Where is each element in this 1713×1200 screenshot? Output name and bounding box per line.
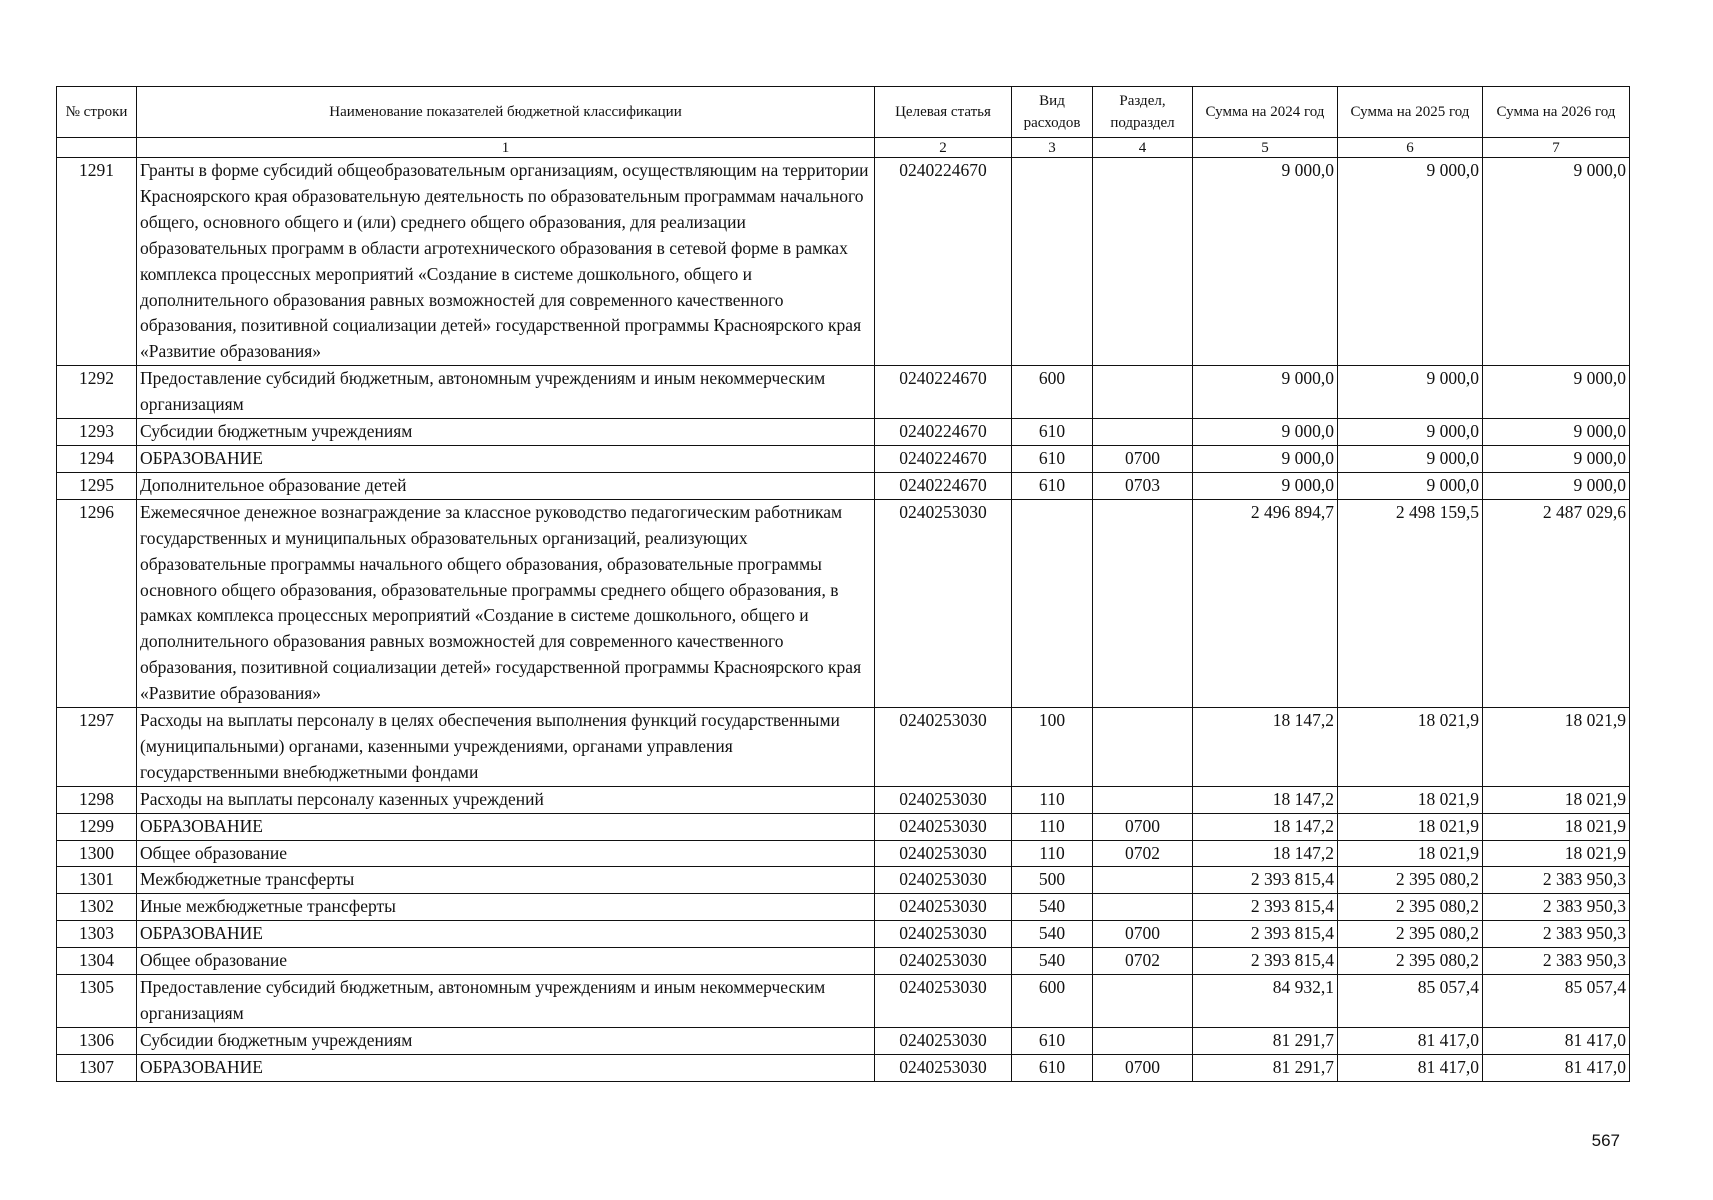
row-number: 1304	[57, 948, 137, 975]
row-sum-2024: 2 393 815,4	[1193, 867, 1338, 894]
row-sum-2025: 9 000,0	[1338, 419, 1483, 446]
row-number: 1294	[57, 445, 137, 472]
row-name: Расходы на выплаты персоналу казенных учреждений	[137, 786, 875, 813]
column-number: 4	[1093, 138, 1193, 158]
row-sum-2025: 18 021,9	[1338, 708, 1483, 787]
row-number: 1296	[57, 499, 137, 707]
header-sum-2026: Сумма на 2026 год	[1483, 87, 1630, 138]
table-row	[57, 840, 1630, 867]
row-expense-type: 600	[1012, 366, 1093, 419]
row-expense-type: 610	[1012, 1054, 1093, 1081]
row-name: Дополнительное образование детей	[137, 472, 875, 499]
row-sum-2026: 9 000,0	[1483, 472, 1630, 499]
column-number-blank	[57, 138, 137, 158]
header-row	[57, 87, 1630, 138]
row-expense-type: 110	[1012, 786, 1093, 813]
row-sum-2024: 18 147,2	[1193, 708, 1338, 787]
column-number-row	[57, 138, 1630, 158]
header-target-article: Целевая статья	[875, 87, 1012, 138]
header-section: Раздел, подраздел	[1093, 87, 1193, 138]
row-sum-2025: 2 395 080,2	[1338, 921, 1483, 948]
row-target-article: 0240253030	[875, 786, 1012, 813]
row-target-article: 0240224670	[875, 158, 1012, 366]
row-section	[1093, 499, 1193, 707]
row-target-article: 0240224670	[875, 445, 1012, 472]
row-expense-type: 100	[1012, 708, 1093, 787]
row-target-article: 0240253030	[875, 894, 1012, 921]
row-sum-2025: 18 021,9	[1338, 840, 1483, 867]
row-sum-2024: 18 147,2	[1193, 840, 1338, 867]
table-row	[57, 366, 1630, 419]
row-sum-2026: 2 383 950,3	[1483, 921, 1630, 948]
row-expense-type	[1012, 499, 1093, 707]
row-section	[1093, 1027, 1193, 1054]
row-sum-2026: 18 021,9	[1483, 840, 1630, 867]
row-sum-2024: 18 147,2	[1193, 786, 1338, 813]
row-sum-2025: 81 417,0	[1338, 1054, 1483, 1081]
row-name: Субсидии бюджетным учреждениям	[137, 419, 875, 446]
row-sum-2024: 81 291,7	[1193, 1027, 1338, 1054]
row-expense-type	[1012, 158, 1093, 366]
row-sum-2026: 85 057,4	[1483, 975, 1630, 1028]
table-row	[57, 158, 1630, 366]
row-sum-2024: 2 496 894,7	[1193, 499, 1338, 707]
row-expense-type: 540	[1012, 921, 1093, 948]
row-sum-2024: 9 000,0	[1193, 472, 1338, 499]
row-sum-2025: 81 417,0	[1338, 1027, 1483, 1054]
row-sum-2026: 2 487 029,6	[1483, 499, 1630, 707]
page-number: 567	[1591, 1131, 1620, 1150]
column-number: 7	[1483, 138, 1630, 158]
row-section	[1093, 867, 1193, 894]
row-number: 1305	[57, 975, 137, 1028]
column-number: 3	[1012, 138, 1093, 158]
row-sum-2025: 85 057,4	[1338, 975, 1483, 1028]
column-number: 5	[1193, 138, 1338, 158]
row-number: 1301	[57, 867, 137, 894]
row-sum-2024: 9 000,0	[1193, 158, 1338, 366]
row-target-article: 0240224670	[875, 366, 1012, 419]
row-sum-2025: 9 000,0	[1338, 158, 1483, 366]
row-section	[1093, 366, 1193, 419]
row-expense-type: 540	[1012, 894, 1093, 921]
row-number: 1293	[57, 419, 137, 446]
row-sum-2025: 18 021,9	[1338, 813, 1483, 840]
row-sum-2025: 9 000,0	[1338, 445, 1483, 472]
row-name: ОБРАЗОВАНИЕ	[137, 813, 875, 840]
row-target-article: 0240253030	[875, 499, 1012, 707]
row-sum-2025: 18 021,9	[1338, 786, 1483, 813]
row-section	[1093, 419, 1193, 446]
table-row	[57, 921, 1630, 948]
row-sum-2026: 2 383 950,3	[1483, 948, 1630, 975]
row-sum-2024: 9 000,0	[1193, 445, 1338, 472]
row-expense-type: 600	[1012, 975, 1093, 1028]
row-name: Ежемесячное денежное вознаграждение за классное руководство педагогическим работникам государственных и муниципальных образовательных организаций, реализующих образовательные программы начального общего образования, образовательные программы основного общего образования, образовательные программы среднего общего образования, в рамках комплекса процессных мероприятий «Создание в системе дошкольного, общего и дополнительного образования равных возможностей для современного качественного образования, позитивной социализации детей» государственной программы Красноярского края «Развитие образования»	[137, 499, 875, 707]
row-section: 0700	[1093, 921, 1193, 948]
row-name: ОБРАЗОВАНИЕ	[137, 921, 875, 948]
row-target-article: 0240224670	[875, 419, 1012, 446]
row-target-article: 0240253030	[875, 1054, 1012, 1081]
header-name: Наименование показателей бюджетной классификации	[137, 87, 875, 138]
column-number: 6	[1338, 138, 1483, 158]
row-sum-2024: 9 000,0	[1193, 366, 1338, 419]
row-section: 0702	[1093, 948, 1193, 975]
row-sum-2024: 18 147,2	[1193, 813, 1338, 840]
row-number: 1306	[57, 1027, 137, 1054]
row-expense-type: 110	[1012, 813, 1093, 840]
row-expense-type: 540	[1012, 948, 1093, 975]
table-row	[57, 1027, 1630, 1054]
row-name: ОБРАЗОВАНИЕ	[137, 1054, 875, 1081]
row-name: Предоставление субсидий бюджетным, автономным учреждениям и иным некоммерческим организациям	[137, 366, 875, 419]
row-number: 1297	[57, 708, 137, 787]
row-number: 1302	[57, 894, 137, 921]
table-row	[57, 894, 1630, 921]
row-sum-2024: 2 393 815,4	[1193, 948, 1338, 975]
row-number: 1295	[57, 472, 137, 499]
row-sum-2026: 9 000,0	[1483, 445, 1630, 472]
row-sum-2025: 9 000,0	[1338, 366, 1483, 419]
row-sum-2025: 2 395 080,2	[1338, 948, 1483, 975]
row-target-article: 0240253030	[875, 840, 1012, 867]
row-number: 1291	[57, 158, 137, 366]
row-name: Расходы на выплаты персоналу в целях обеспечения выполнения функций государственными (муниципальными) органами, казенными учреждениями, органами управления государственными внебюджетными фондами	[137, 708, 875, 787]
row-name: Субсидии бюджетным учреждениям	[137, 1027, 875, 1054]
row-target-article: 0240253030	[875, 1027, 1012, 1054]
header-sum-2025: Сумма на 2025 год	[1338, 87, 1483, 138]
row-section	[1093, 158, 1193, 366]
table-row	[57, 472, 1630, 499]
row-number: 1292	[57, 366, 137, 419]
row-expense-type: 610	[1012, 1027, 1093, 1054]
row-sum-2026: 9 000,0	[1483, 366, 1630, 419]
row-section: 0700	[1093, 1054, 1193, 1081]
row-target-article: 0240224670	[875, 472, 1012, 499]
row-sum-2025: 2 498 159,5	[1338, 499, 1483, 707]
row-target-article: 0240253030	[875, 867, 1012, 894]
table-row	[57, 948, 1630, 975]
table-row	[57, 708, 1630, 787]
header-expense-type: Вид расходов	[1012, 87, 1093, 138]
row-section	[1093, 786, 1193, 813]
row-number: 1307	[57, 1054, 137, 1081]
table-row	[57, 975, 1630, 1028]
row-expense-type: 500	[1012, 867, 1093, 894]
row-sum-2024: 2 393 815,4	[1193, 894, 1338, 921]
row-sum-2026: 2 383 950,3	[1483, 894, 1630, 921]
budget-table	[56, 86, 1630, 1082]
row-section: 0700	[1093, 445, 1193, 472]
row-target-article: 0240253030	[875, 921, 1012, 948]
row-section	[1093, 894, 1193, 921]
row-expense-type: 610	[1012, 445, 1093, 472]
table-row	[57, 813, 1630, 840]
row-section: 0703	[1093, 472, 1193, 499]
row-name: Иные межбюджетные трансферты	[137, 894, 875, 921]
row-sum-2024: 2 393 815,4	[1193, 921, 1338, 948]
row-name: Общее образование	[137, 948, 875, 975]
row-sum-2024: 81 291,7	[1193, 1054, 1338, 1081]
row-target-article: 0240253030	[875, 708, 1012, 787]
row-sum-2026: 9 000,0	[1483, 158, 1630, 366]
row-sum-2025: 2 395 080,2	[1338, 894, 1483, 921]
row-sum-2025: 2 395 080,2	[1338, 867, 1483, 894]
table-row	[57, 786, 1630, 813]
row-number: 1299	[57, 813, 137, 840]
row-sum-2026: 18 021,9	[1483, 708, 1630, 787]
row-name: ОБРАЗОВАНИЕ	[137, 445, 875, 472]
table-row	[57, 419, 1630, 446]
row-sum-2026: 18 021,9	[1483, 786, 1630, 813]
row-target-article: 0240253030	[875, 975, 1012, 1028]
row-expense-type: 110	[1012, 840, 1093, 867]
row-section	[1093, 975, 1193, 1028]
row-number: 1298	[57, 786, 137, 813]
row-sum-2026: 2 383 950,3	[1483, 867, 1630, 894]
column-number: 2	[875, 138, 1012, 158]
column-number: 1	[137, 138, 875, 158]
row-section	[1093, 708, 1193, 787]
row-sum-2024: 84 932,1	[1193, 975, 1338, 1028]
row-expense-type: 610	[1012, 419, 1093, 446]
table-row	[57, 445, 1630, 472]
table-row	[57, 1054, 1630, 1081]
header-row-number: № строки	[57, 87, 137, 138]
row-number: 1303	[57, 921, 137, 948]
row-sum-2026: 18 021,9	[1483, 813, 1630, 840]
row-target-article: 0240253030	[875, 948, 1012, 975]
table-row	[57, 499, 1630, 707]
table-row	[57, 867, 1630, 894]
row-section: 0700	[1093, 813, 1193, 840]
row-sum-2026: 81 417,0	[1483, 1027, 1630, 1054]
row-section: 0702	[1093, 840, 1193, 867]
row-name: Межбюджетные трансферты	[137, 867, 875, 894]
row-number: 1300	[57, 840, 137, 867]
row-sum-2026: 9 000,0	[1483, 419, 1630, 446]
row-name: Предоставление субсидий бюджетным, автономным учреждениям и иным некоммерческим организациям	[137, 975, 875, 1028]
row-name: Общее образование	[137, 840, 875, 867]
row-name: Гранты в форме субсидий общеобразовательным организациям, осуществляющим на территории Красноярского края образовательную деятельность по образовательным программам начального общего, основного общего и (или) среднего общего образования, для реализации образовательных программ в области агротехнического образования в сетевой форме в рамках комплекса процессных мероприятий «Создание в системе дошкольного, общего и дополнительного образования равных возможностей для современного качественного образования, позитивной социализации детей» государственной программы Красноярского края «Развитие образования»	[137, 158, 875, 366]
row-sum-2025: 9 000,0	[1338, 472, 1483, 499]
row-sum-2024: 9 000,0	[1193, 419, 1338, 446]
header-sum-2024: Сумма на 2024 год	[1193, 87, 1338, 138]
row-sum-2026: 81 417,0	[1483, 1054, 1630, 1081]
row-target-article: 0240253030	[875, 813, 1012, 840]
row-expense-type: 610	[1012, 472, 1093, 499]
